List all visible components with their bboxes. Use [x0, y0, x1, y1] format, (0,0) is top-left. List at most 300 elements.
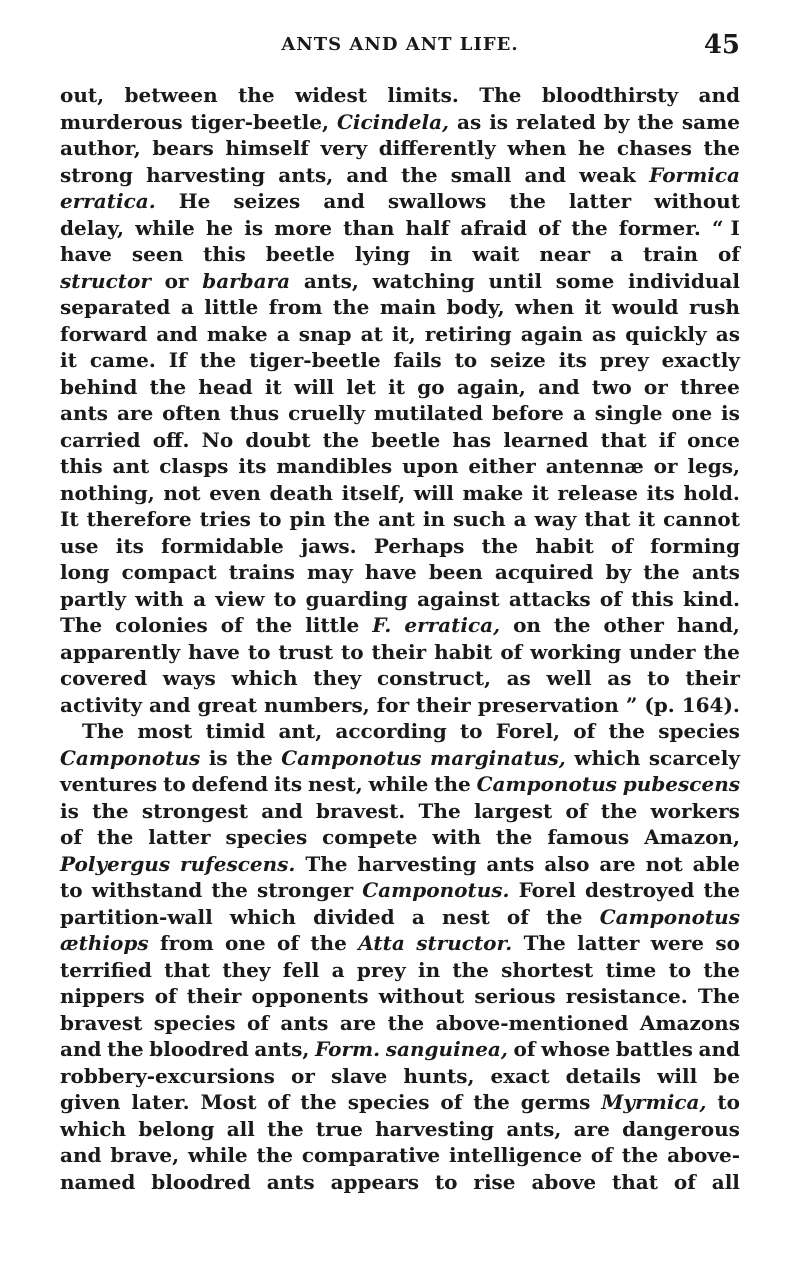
word: this [60, 454, 103, 478]
text-line [60, 400, 740, 427]
word: intelligence [449, 1143, 583, 1167]
word: and [60, 1037, 102, 1061]
word: which [231, 666, 298, 690]
word: not [163, 480, 201, 505]
word: view [215, 586, 265, 611]
word: above- [667, 1143, 740, 1167]
text-line [60, 639, 740, 666]
word: author, [60, 136, 141, 160]
word: is [244, 215, 264, 240]
word: one [671, 401, 713, 425]
word: near [539, 242, 591, 266]
text-line [60, 347, 740, 374]
word: nest, [308, 772, 363, 796]
word: of [611, 533, 633, 558]
word: release [557, 480, 638, 505]
word: to [273, 586, 297, 611]
word: way [534, 507, 577, 531]
word: famous [547, 825, 630, 849]
text-line [60, 771, 740, 798]
word: ants, [254, 1037, 310, 1061]
word: they [222, 957, 271, 982]
word: pubescens [622, 772, 740, 796]
word: off. [152, 427, 190, 452]
word: harvesting [357, 851, 477, 876]
word: to [163, 772, 186, 796]
word: Camponotus [476, 772, 617, 796]
word: ant, [278, 719, 323, 743]
word: latter [577, 931, 640, 955]
word: Amazons [639, 1010, 740, 1035]
word: all [226, 1116, 255, 1141]
word: The [697, 984, 740, 1008]
word: a [331, 957, 345, 982]
word: bravest. [315, 798, 406, 823]
word: of [154, 984, 177, 1008]
word: when [515, 295, 575, 319]
word: nothing, [60, 480, 155, 505]
word: the [621, 1143, 659, 1167]
word: when [507, 136, 567, 160]
word: 164). [681, 692, 740, 717]
word: train [643, 242, 698, 266]
word: formidable [161, 533, 284, 558]
text-line [60, 427, 740, 454]
word: a [513, 507, 527, 531]
word: the [322, 427, 360, 452]
word: that [164, 957, 211, 982]
word: between [124, 83, 218, 107]
word: apparently [60, 639, 181, 664]
word: one [225, 931, 266, 955]
text-line [60, 692, 740, 719]
word: latter [568, 189, 632, 213]
text-line [60, 851, 740, 878]
word: trust [278, 639, 334, 664]
word: their [416, 692, 471, 717]
word: the [107, 1037, 144, 1061]
word: without [378, 984, 465, 1008]
word: numbers, [263, 692, 370, 717]
word: the [481, 533, 519, 558]
word: have [364, 560, 417, 584]
word: true [315, 1116, 363, 1141]
word: acquired [494, 560, 594, 584]
word: Formica [649, 162, 740, 187]
text-line [60, 824, 740, 851]
text-line [60, 1036, 740, 1063]
text-line [60, 82, 740, 109]
word: little [204, 295, 259, 319]
word: fell [282, 957, 320, 982]
word: that [584, 507, 631, 531]
word: beetle [265, 242, 335, 266]
word: which [60, 1116, 127, 1141]
word: kind. [683, 586, 740, 611]
word: nippers [60, 984, 145, 1008]
word: in [417, 957, 441, 982]
word: species [153, 1010, 236, 1035]
word: and [524, 162, 566, 187]
word: the [473, 1090, 510, 1114]
word: the [600, 798, 638, 823]
word: quickly [625, 321, 707, 346]
word: of [267, 1090, 290, 1114]
word: he [578, 136, 606, 160]
word: serious [474, 984, 556, 1008]
word: same [681, 109, 740, 134]
text-line [60, 930, 740, 957]
word: it [388, 374, 405, 399]
word: than [343, 215, 395, 240]
word: the [310, 931, 347, 955]
word: while [368, 772, 429, 796]
word: of [565, 798, 588, 823]
word: of [513, 1037, 536, 1061]
word: cannot [663, 507, 740, 531]
word: their [685, 666, 740, 690]
word: the [96, 825, 134, 849]
word: the [703, 639, 740, 664]
word: compact [121, 560, 217, 584]
word: destroyed [584, 878, 695, 902]
word: while [187, 1143, 248, 1167]
word: afraid [460, 215, 528, 240]
word: of [718, 242, 740, 266]
word: as [457, 109, 482, 134]
running-head: ANTS AND ANT LIFE. [281, 34, 519, 55]
word: as [591, 321, 617, 346]
word: have [188, 639, 240, 664]
word: ants, [278, 162, 334, 187]
word: let [346, 374, 376, 399]
word: make [206, 321, 268, 346]
word: himself [225, 136, 309, 160]
word: individual [627, 268, 740, 293]
word: the [92, 798, 129, 823]
text-line [60, 665, 740, 692]
word: of [276, 931, 299, 955]
word: learned [503, 427, 589, 452]
word: The [305, 851, 348, 876]
word: the [509, 189, 546, 213]
word: will [294, 374, 335, 399]
word: again, [456, 374, 526, 399]
word: species [347, 1090, 430, 1114]
word: of [220, 613, 243, 637]
word: rufescens. [180, 851, 296, 876]
word: to [60, 878, 83, 902]
word: single [594, 401, 663, 425]
word: with [432, 825, 481, 849]
word: to [459, 719, 483, 743]
word: ants, [506, 1116, 562, 1141]
word: with [135, 586, 184, 611]
word: its [274, 772, 303, 796]
word: species [658, 719, 740, 743]
word: often [162, 401, 221, 425]
word: defend [191, 772, 269, 796]
word: Amazon, [644, 825, 740, 849]
text-line [60, 612, 740, 639]
word: or [164, 268, 189, 293]
word: ways [162, 666, 216, 690]
word: erratica, [404, 613, 501, 637]
word: the [643, 560, 680, 584]
word: hand, [676, 613, 740, 637]
word: given [60, 1090, 121, 1114]
word: are [116, 401, 154, 425]
word: of [247, 1010, 269, 1035]
word: is [721, 401, 740, 425]
word: of [538, 215, 561, 240]
word: resistance. [565, 984, 688, 1008]
word: bloodred [149, 1037, 249, 1061]
word: Atta [358, 931, 405, 955]
word: it [60, 348, 77, 372]
word: of [599, 586, 622, 611]
word: whose [541, 1037, 611, 1061]
word: the [608, 719, 645, 743]
word: Polyergus [60, 851, 171, 876]
word: not [645, 851, 683, 876]
word: for [376, 692, 410, 717]
word: great [197, 692, 257, 717]
text-line [60, 453, 740, 480]
word: which [229, 904, 296, 929]
word: ant [378, 507, 415, 531]
text-line [60, 1169, 740, 1196]
word: doubt [245, 427, 311, 452]
word: covered [60, 666, 148, 690]
word: The [60, 613, 103, 637]
word: have [60, 242, 112, 266]
word: some [555, 268, 615, 293]
word: later. [131, 1090, 190, 1114]
word: little [305, 613, 360, 637]
word: Myrmica, [601, 1090, 707, 1114]
word: were [650, 931, 704, 955]
word: partly [60, 586, 126, 611]
text-line [60, 533, 740, 560]
word: germs [520, 1090, 591, 1114]
word: opponents [251, 984, 369, 1008]
text-line [60, 321, 740, 348]
word: of [440, 1090, 463, 1114]
word: to [341, 639, 364, 664]
word: until [488, 268, 543, 293]
word: attacks [508, 586, 591, 611]
word: legs, [687, 454, 740, 478]
word: and [698, 1037, 740, 1061]
word: their [371, 639, 427, 664]
word: their [186, 984, 242, 1008]
word: and [538, 374, 580, 399]
word: by [603, 109, 630, 134]
word: the [571, 215, 608, 240]
word: by [605, 560, 632, 584]
word: construct, [376, 666, 491, 690]
word: terrified [60, 957, 152, 982]
word: compete [322, 825, 418, 849]
word: hunts, [403, 1063, 475, 1088]
text-line [60, 1010, 740, 1037]
text-line [60, 1063, 740, 1090]
word: use [60, 533, 99, 558]
word: small [450, 162, 512, 187]
word: The [418, 798, 461, 823]
word: body, [446, 295, 505, 319]
word: its [558, 348, 587, 372]
word: carried [60, 427, 141, 452]
word: activity [60, 692, 143, 717]
word: forming [650, 533, 740, 558]
word: and [346, 162, 388, 187]
word: the [149, 374, 187, 399]
word: it [264, 374, 282, 399]
word: is [60, 798, 79, 823]
word: battles [615, 1037, 693, 1061]
word: the [333, 507, 371, 531]
word: upon [402, 454, 459, 478]
word: and [261, 798, 303, 823]
word: retiring [424, 321, 512, 346]
word: marginatus, [430, 745, 566, 770]
word: or [643, 374, 668, 399]
word: time [605, 957, 657, 982]
word: a [193, 586, 207, 611]
word: been [428, 560, 483, 584]
word: slave [331, 1063, 388, 1088]
word: chases [616, 136, 692, 160]
word: “ I [712, 215, 740, 240]
text-line [60, 294, 740, 321]
page-header [60, 30, 740, 64]
word: other [603, 613, 664, 637]
word: ants [280, 1010, 329, 1035]
word: according [335, 719, 447, 743]
word: shortest [501, 957, 594, 982]
word: Cicindela, [336, 109, 450, 134]
text-line [60, 559, 740, 586]
word: therefore [86, 507, 192, 531]
word: will [413, 480, 454, 505]
word: this [203, 242, 246, 266]
word: habit [434, 639, 493, 664]
word: bloodred [151, 1169, 251, 1194]
text-line [60, 268, 740, 295]
word: rush [689, 295, 740, 319]
word: make [462, 480, 524, 505]
word: strong [60, 162, 133, 187]
word: to [258, 507, 282, 531]
word: timid [205, 719, 266, 743]
word: it [584, 295, 602, 319]
word: Camponotus [60, 745, 201, 770]
word: and [60, 1143, 102, 1167]
word: Camponotus [281, 745, 422, 770]
word: and [698, 83, 740, 107]
word: a [276, 321, 290, 346]
word: the [199, 348, 237, 372]
word: barbara [202, 268, 291, 293]
word: the [553, 613, 591, 637]
body-text [60, 82, 740, 1195]
word: to [434, 1169, 458, 1194]
word: tiger-beetle, [190, 109, 329, 134]
word: Most [200, 1090, 257, 1114]
word: is [208, 745, 228, 770]
word: The [523, 931, 566, 955]
word: its [115, 533, 144, 558]
word: long [60, 560, 110, 584]
word: from [159, 931, 214, 955]
word: æthiops [60, 931, 149, 955]
word: all [711, 1169, 740, 1194]
word: colonies [115, 613, 208, 637]
word: also [544, 851, 590, 876]
word: so [715, 931, 740, 955]
word: scarcely [648, 745, 740, 770]
word: itself, [341, 480, 406, 505]
word: trains [228, 560, 295, 584]
text-line [60, 374, 740, 401]
word: ants [486, 851, 535, 876]
word: robbery-excursions [60, 1063, 275, 1088]
word: will [657, 1063, 698, 1088]
word: brave, [110, 1143, 180, 1167]
word: ant [112, 454, 150, 478]
word: the [256, 1143, 294, 1167]
word: if [658, 427, 675, 452]
text-line [60, 215, 740, 242]
word: ants [266, 1169, 315, 1194]
word: which [574, 745, 641, 770]
word: of [506, 904, 529, 929]
word: delay, [60, 215, 124, 240]
word: murderous [60, 109, 183, 134]
word: of [500, 639, 523, 664]
text-line [60, 745, 740, 772]
word: bravest [60, 1010, 143, 1035]
word: the [452, 957, 489, 982]
word: prey [599, 348, 649, 372]
word: Camponotus. [362, 878, 510, 902]
word: belong [138, 1116, 215, 1141]
word: antennæ [545, 454, 644, 478]
word: three [680, 374, 740, 399]
word: Camponotus [599, 904, 740, 929]
word: ants, [303, 268, 359, 293]
word: of [573, 719, 596, 743]
word: to [668, 957, 692, 982]
word: exactly [661, 348, 740, 372]
text-line [60, 877, 740, 904]
word: is [489, 109, 509, 134]
word: cruelly [288, 401, 365, 425]
word: details [565, 1063, 642, 1088]
word: exact [490, 1063, 550, 1088]
word: watching [372, 268, 475, 293]
word: tries [199, 507, 251, 531]
word: partition-wall [60, 904, 213, 929]
word: most [137, 719, 193, 743]
word: widest [294, 83, 368, 107]
word: largest [473, 798, 553, 823]
word: tiger-beetle [249, 348, 381, 372]
word: to [454, 348, 478, 372]
word: F. [372, 613, 392, 637]
